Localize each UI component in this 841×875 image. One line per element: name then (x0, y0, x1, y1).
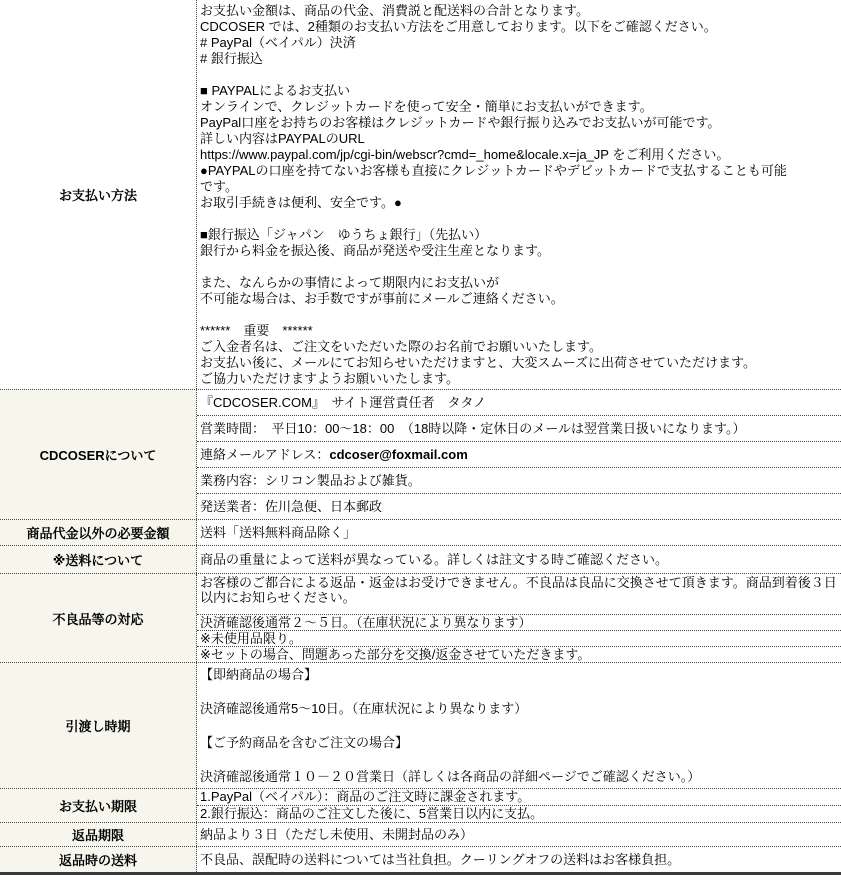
text-line: 納品より３日（ただし未使用、未開封品のみ） (200, 827, 474, 842)
row-label-return-deadline: 返品期限 (0, 823, 197, 846)
text-line: ご協力いただけますようお願いいたします。 (200, 371, 459, 386)
text-line: https://www.paypal.com/jp/cgi-bin/webscr?cmd=_home&locale.x=ja_JP をご利用ください。 (200, 147, 730, 162)
return-deadline-text (197, 823, 841, 846)
row-label-payment-method: お支払い方法 (0, 0, 197, 389)
payment-method-content (197, 0, 841, 389)
text-line: 2.銀行振込：商品のご注文した後に、5営業日以内に支払。 (200, 806, 544, 821)
delivery-time-text (197, 663, 841, 788)
site-operator-text (197, 390, 841, 415)
shipping-note-content (197, 546, 841, 573)
text-line: ※セットの場合、問題あった部分を交換/返金させていただきます。 (200, 647, 591, 662)
contact-email-line (200, 446, 838, 463)
row-payment-method (0, 0, 841, 389)
return-shipping-content (197, 847, 841, 872)
text-line (200, 67, 838, 83)
paypal-deadline-text (197, 789, 841, 805)
row-label-delivery-time: 引渡し時期 (0, 663, 197, 788)
text-line: ■銀行振込「ジャパン ゆうちょ銀行」（先払い） (200, 227, 488, 242)
text-line: お支払い後に、メールにてお知らせいただけますと、大変スムーズに出荷させていただけます。 (200, 355, 757, 370)
text-line: 【ご予約商品を含むご注文の場合】 (200, 735, 409, 750)
text-line: 1.PayPal（ベイパル）：商品のご注文時に課金されます。 (200, 789, 531, 804)
set-exchange-text (197, 646, 841, 662)
text-line: また、なんらかの事情によって期限内にお支払いが (200, 275, 500, 290)
text-line: 銀行から料金を振込後、商品が発送や受注生産となります。 (200, 243, 550, 258)
return-shipping-text (197, 847, 841, 872)
row-defective-items (0, 573, 841, 662)
return-policy-text (197, 574, 841, 614)
text-line: ****** 重要 ****** (200, 323, 313, 338)
shipping-carriers-text (197, 493, 841, 519)
text-line: 不良品、誤配時の送料については当社負担。クーリングオフの送料はお客様負担。 (200, 852, 681, 867)
text-line: 不可能な場合は、お手数ですが事前にメールご連絡ください。 (200, 291, 564, 306)
text-line: 詳しい内容はPAYPALのURL (200, 131, 365, 146)
text-line (200, 307, 838, 323)
payment-method-text (197, 0, 841, 389)
row-label-defective-items: 不良品等の対応 (0, 574, 197, 662)
text-line: 商品の重量によって送料が異なっている。詳しくは註文する時ご確認ください。 (200, 552, 669, 567)
text-line: 発送業者：佐川急便、日本郵政 (200, 499, 383, 514)
row-label-return-shipping: 返品時の送料 (0, 847, 197, 872)
payment-deadline-content (197, 789, 841, 822)
text-line: PayPal口座をお持ちのお客様はクレジットカードや銀行振り込みでお支払いが可能です。 (200, 115, 721, 130)
text-line: # PayPal（ベイパル）決済 (200, 35, 356, 50)
unused-only-text (197, 630, 841, 646)
text-line: 業務内容：シリコン製品および雑貨。 (200, 473, 421, 488)
text-line: 送料「送料無料商品除く」 (200, 525, 357, 540)
extra-fees-text (197, 520, 841, 545)
row-payment-deadline (0, 788, 841, 822)
text-line (200, 751, 838, 768)
text-line: お取引手続きは便利、安全です。● (200, 195, 402, 210)
text-line: ●PAYPALの口座を持てないお客様も直接にクレジットカードやデビットカードで支払することも可能 (200, 163, 787, 178)
delivery-time-content (197, 663, 841, 788)
bank-deadline-text (197, 805, 841, 822)
row-extra-fees (0, 519, 841, 545)
contact-email-row (197, 441, 841, 467)
exchange-time-text (197, 614, 841, 630)
text-line: お客様のご都合による返品・返金はお受けできません。不良品は良品に交換させて頂きます。商品到着後３日以内にお知らせください。 (200, 575, 837, 605)
text-line: 【即納商品の場合】 (200, 667, 318, 682)
text-line (200, 259, 838, 275)
row-return-deadline (0, 822, 841, 846)
text-line: 決済確認後通常１０－２０営業日（詳しくは各商品の詳細ページでご確認ください。） (200, 769, 701, 784)
text-line: ※未使用品限り。 (200, 631, 302, 646)
text-line (200, 683, 838, 700)
text-line: 決済確認後通常２～５日。（在庫状況により異なります） (200, 615, 532, 630)
row-label-extra-fees: 商品代金以外の必要金額 (0, 520, 197, 545)
text-line (200, 211, 838, 227)
text-line: ご入金者名は、ご注文をいただいた際のお名前でお願いいたします。 (200, 339, 602, 354)
text-line: 『CDCOSER.COM』 サイト運営責任者 タタノ (200, 395, 487, 410)
shipping-note-text (197, 546, 841, 573)
about-cdcoser-content (197, 390, 841, 519)
text-line: オンラインで、クレジットカードを使って安全・簡単にお支払いができます。 (200, 99, 653, 114)
return-deadline-content (197, 823, 841, 846)
row-return-shipping (0, 846, 841, 872)
text-line: 決済確認後通常5～10日。（在庫状況により異なります） (200, 701, 528, 716)
text-line: CDCOSER では、2種類のお支払い方法をご用意しております。以下をご確認ください。 (200, 19, 717, 34)
row-delivery-time (0, 662, 841, 788)
contact-email-label: 連絡メールアドレス： (200, 447, 330, 462)
row-shipping-note (0, 545, 841, 573)
contact-email: cdcoser@foxmail.com (329, 447, 468, 462)
text-line: 営業時間： 平日10：00～18：00 （18時以降・定休日のメールは翌営業日扱いになります。） (200, 421, 746, 436)
defective-items-content (197, 574, 841, 662)
text-line: ■ PAYPALによるお支払い (200, 83, 351, 98)
text-line: # 銀行振込 (200, 51, 263, 66)
row-label-shipping-note: ※送料について (0, 546, 197, 573)
text-line: です。 (200, 179, 238, 194)
text-line (200, 717, 838, 734)
row-label-about-cdcoser: CDCOSERについて (0, 390, 197, 519)
business-hours-text (197, 415, 841, 441)
business-description-text (197, 467, 841, 493)
row-about-cdcoser (0, 389, 841, 519)
text-line: お支払い金額は、商品の代金、消費説と配送料の合計となります。 (200, 3, 589, 18)
extra-fees-content (197, 520, 841, 545)
row-label-payment-deadline: お支払い期限 (0, 789, 197, 822)
